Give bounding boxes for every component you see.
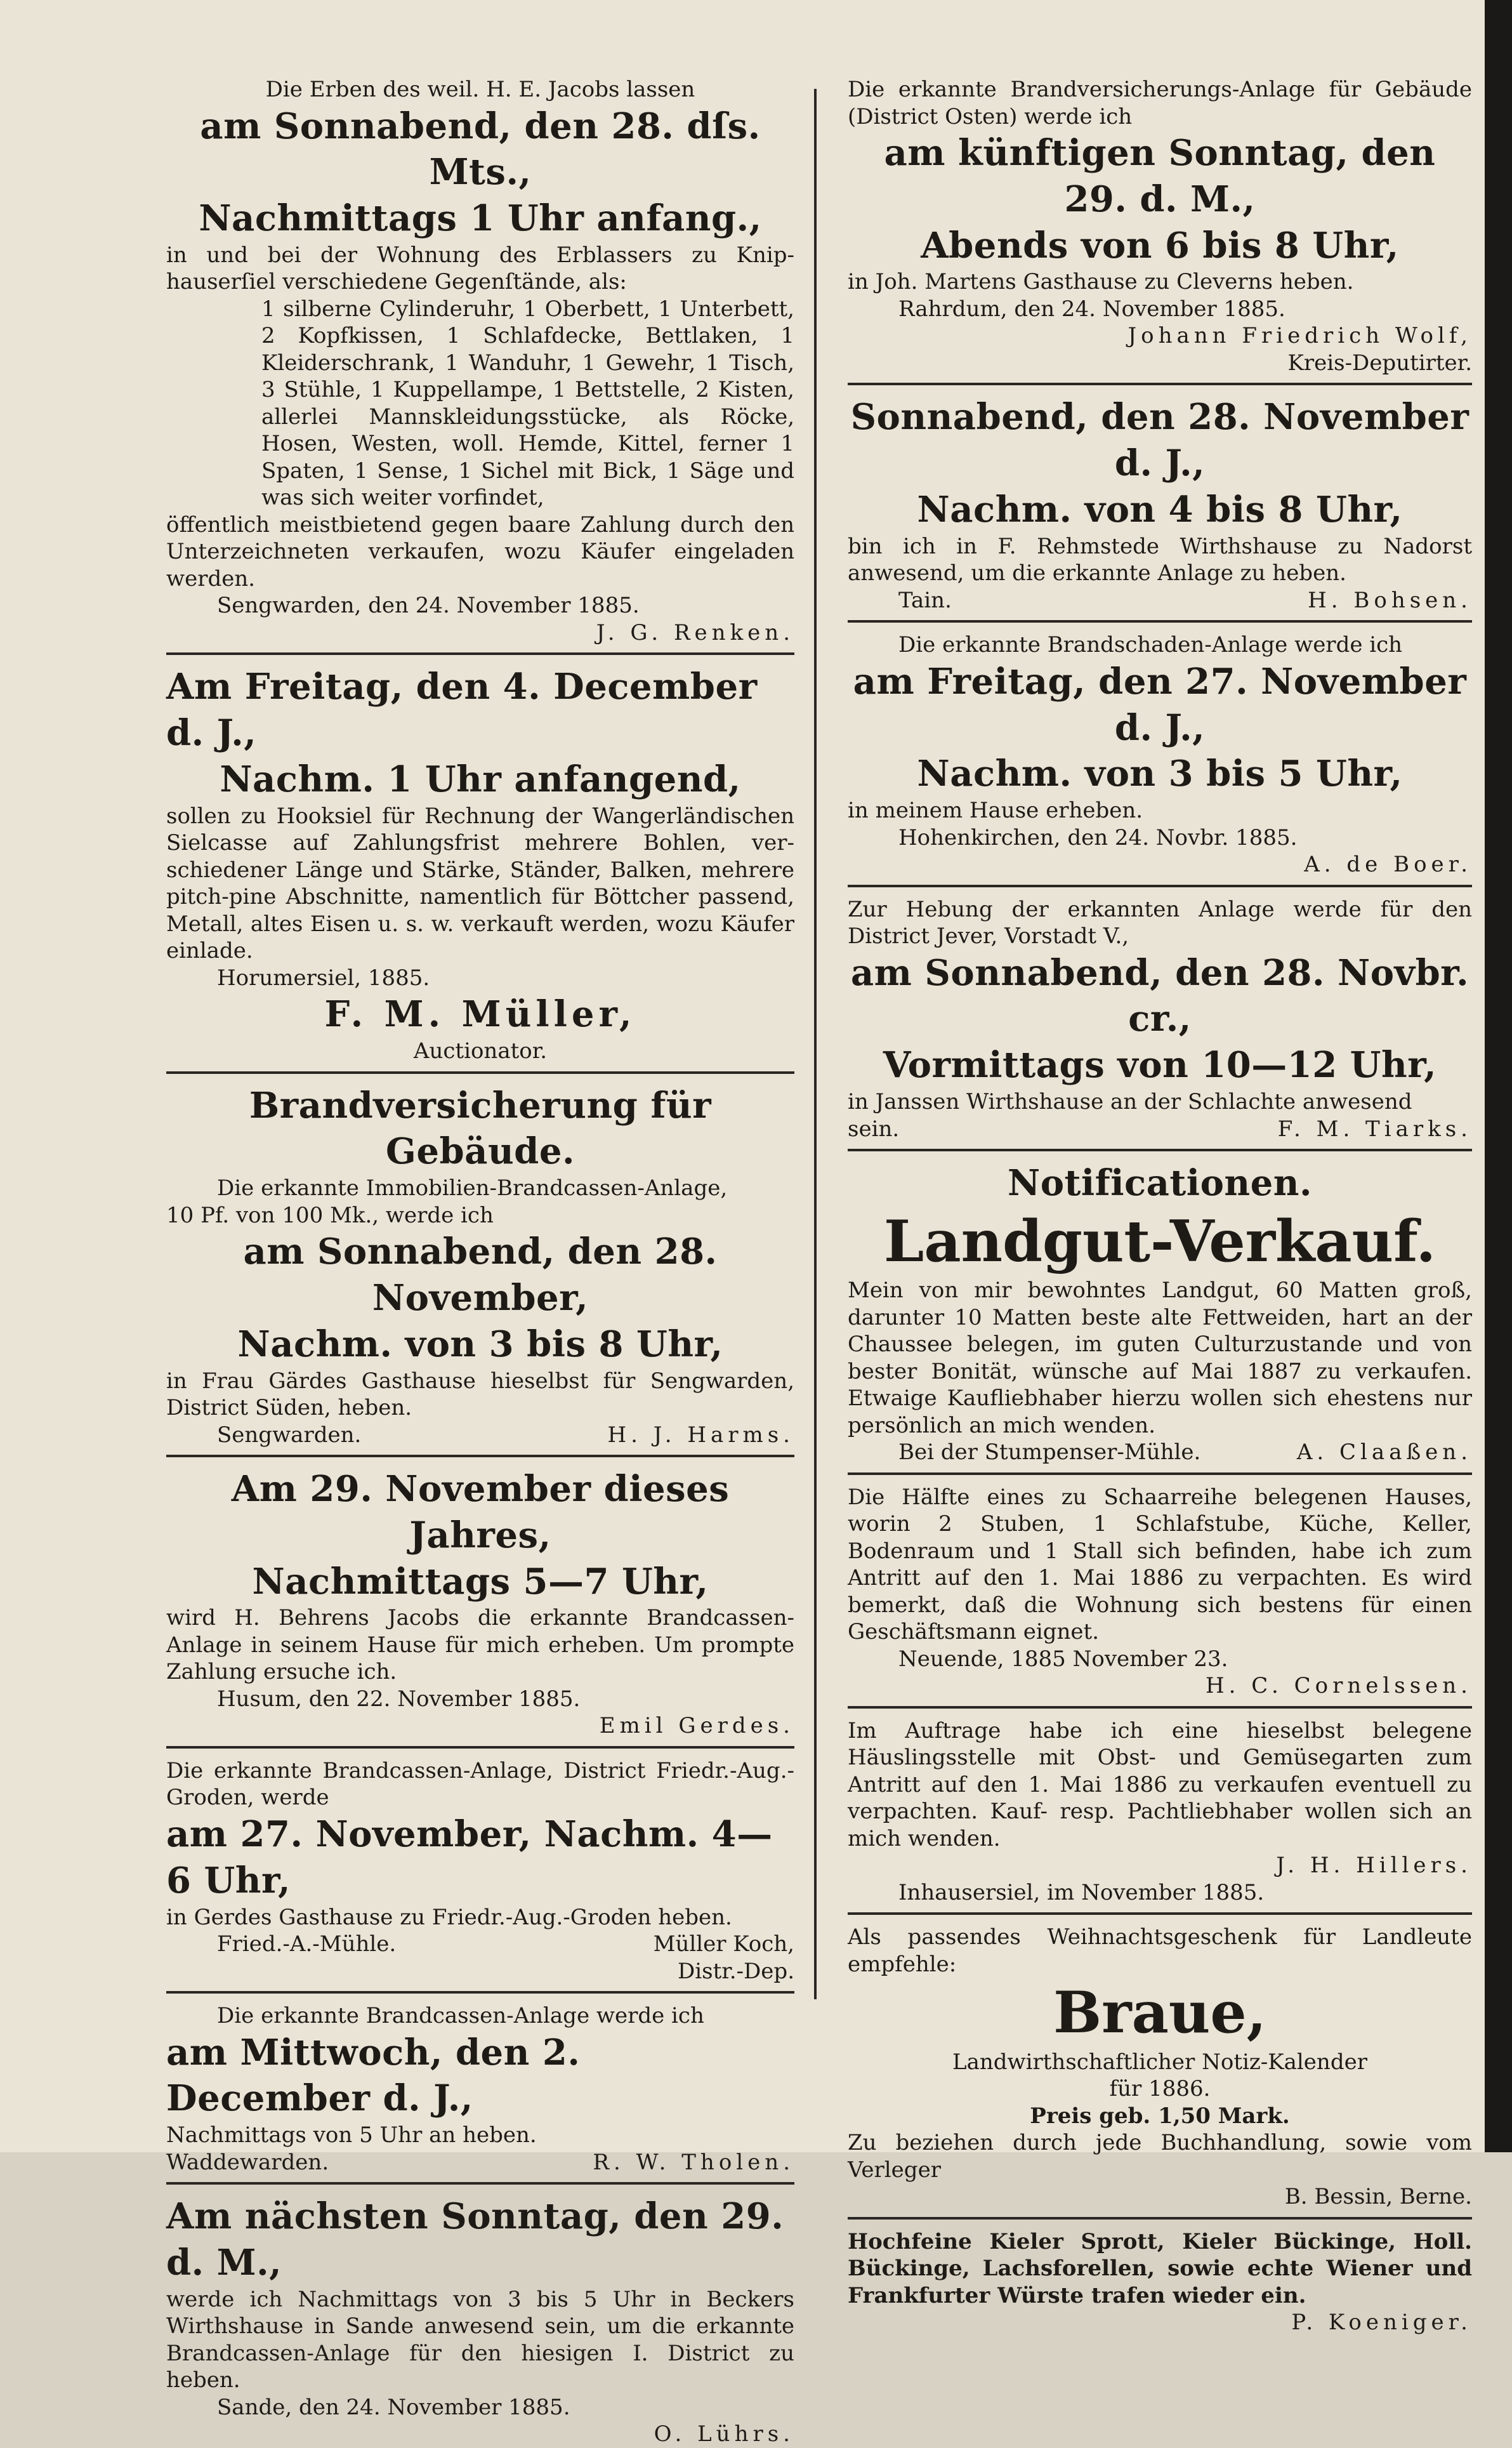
ad-signature: Emil Gerdes.	[599, 1713, 794, 1739]
ad-koeniger-fish	[848, 2228, 1472, 2336]
ad-line: Die erkannte Brandschaden-Anlage werde ich	[898, 632, 1403, 658]
divider	[848, 1149, 1472, 1151]
divider	[166, 1991, 794, 1994]
ad-place: Sengwarden.	[217, 1422, 362, 1448]
ad-line: Nachmittags von 5 Uhr an heben.	[166, 2122, 537, 2148]
ad-signature: B. Bessin, Berne.	[1284, 2184, 1472, 2210]
ad-signature: J. G. Renken.	[596, 619, 794, 645]
ad-footer	[166, 1931, 794, 1958]
ad-body: werde ich Nachmittags von 3 bis 5 Uhr in Beckers Wirthshause in Sande anwesend sein, um die erkannte Brandcassen-Anlage für den hiesigen I. District zu heben.	[166, 2286, 794, 2393]
ad-line: Die erkannte Brandcassen-Anlage, District Friedr.-Aug.-Groden, werde	[166, 1757, 794, 1811]
ad-signature: O. Lührs.	[654, 2421, 794, 2447]
ad-friedr-aug-groden	[166, 1757, 794, 1985]
ad-body: wird H. Behrens Jacobs die erkannte Brandcassen-Anlage in seinem Hause für mich erheben. Um prompte Zahlung ersuche ich.	[166, 1605, 794, 1685]
ad-footer	[848, 1116, 1472, 1143]
ad-body: öffentlich meistbietend gegen baare Zahlung durch den Unterzeichneten verkaufen, wozu Käufer eingeladen werden.	[166, 512, 794, 592]
ad-waddewarden	[166, 2002, 794, 2176]
ad-time: Nachmittags 1 Uhr anfang.,	[199, 197, 762, 240]
ad-title: Braue,	[1053, 1979, 1266, 2047]
ad-time: Vormittags von 10—12 Uhr,	[883, 1044, 1437, 1087]
ad-intro: Die Erben des weil. H. E. Jacobs lassen	[265, 77, 695, 102]
ad-signature: Müller Koch,	[653, 1931, 794, 1957]
ad-body: in Janssen Wirthshause an der Schlachte anwesend	[848, 1089, 1412, 1115]
ad-place: Horumersiel, 1885.	[217, 965, 430, 991]
ad-jever	[848, 896, 1472, 1142]
ad-signature: P. Koeniger.	[1291, 2310, 1472, 2336]
ad-price: Preis geb. 1,50 Mark.	[1030, 2103, 1290, 2129]
divider	[848, 620, 1472, 623]
ad-footer	[848, 1439, 1472, 1466]
divider	[166, 1071, 794, 1074]
ad-place: Sengwarden, den 24. November 1885.	[217, 593, 640, 619]
divider	[848, 1706, 1472, 1709]
scan-edge	[1485, 0, 1512, 2152]
column-rule	[814, 89, 817, 1999]
notifications-section	[848, 1160, 1472, 1466]
ad-body: sollen zu Hooksiel für Rechnung der Wangerländischen Sielcasse auf Zahlungsfrist mehrere Bohlen, verschiedener Länge und Stärke, Ständer, Balken, mehrere pitch-pine Abschnitte, namentlich für Böttcher passend, Metall, altes Eisen u. s. w. verkauft werden, wozu Käufer einlade.	[166, 803, 794, 964]
ad-signature: H. J. Harms.	[607, 1422, 794, 1448]
divider	[166, 1746, 794, 1749]
ad-role: Distr.-Dep.	[677, 1958, 794, 1984]
ad-place: Neuende, 1885 November 23.	[898, 1646, 1228, 1672]
ad-date: am Sonnabend, den 28. November,	[243, 1231, 718, 1319]
ad-line: Die erkannte Brandcassen-Anlage werde ich	[217, 2003, 704, 2029]
ad-signature: Johann Friedrich Wolf,	[1127, 323, 1472, 349]
ad-date: Sonnabend, den 28. November d. J.,	[850, 396, 1469, 485]
ad-hohenkirchen	[848, 632, 1472, 878]
ad-place: Husum, den 22. November 1885.	[217, 1686, 581, 1712]
ad-time: Nachm. von 3 bis 8 Uhr,	[237, 1323, 723, 1365]
ad-place: Bei der Stumpenser-Mühle.	[898, 1439, 1201, 1465]
ad-signature: F. M. Müller,	[324, 993, 636, 1036]
ad-line: Die erkannte Immobilien-Brandcassen-Anlage,	[217, 1175, 728, 1201]
ad-place: Inhausersiel, im November 1885.	[898, 1879, 1265, 1905]
ad-nadorst	[848, 394, 1472, 614]
ad-role: Auctionator.	[413, 1038, 548, 1064]
divider	[166, 2182, 794, 2185]
ad-place: Fried.-A.-Mühle.	[217, 1931, 397, 1957]
ad-time: Nachm. 1 Uhr anfangend,	[220, 758, 741, 800]
ad-inhausersiel	[848, 1717, 1472, 1907]
divider	[166, 1455, 794, 1457]
ad-place: Waddewarden.	[166, 2149, 329, 2175]
ad-body: bin ich in F. Rehmstede Wirthshause zu Nadorst anwesend, um die erkannte Anlage zu heben.	[848, 533, 1472, 586]
ad-date: am Freitag, den 27. November d. J.,	[853, 660, 1467, 749]
ad-signature: R. W. Tholen.	[593, 2149, 794, 2175]
ad-line: für 1886.	[1109, 2076, 1211, 2102]
left-column	[166, 76, 794, 2447]
divider	[848, 885, 1472, 887]
ad-footer	[848, 587, 1472, 614]
ad-body-end: sein.	[848, 1116, 900, 1142]
right-column	[848, 76, 1472, 2336]
ad-heading: Brandversicherung für Gebäude.	[249, 1084, 712, 1173]
ad-signature: A. de Boer.	[1304, 852, 1472, 878]
ad-date: am 27. November, Nachm. 4—6 Uhr,	[166, 1813, 773, 1902]
ad-body: in Gerdes Gasthause zu Friedr.-Aug.-Groden heben.	[166, 1904, 732, 1930]
ad-time: Nachm. von 3 bis 5 Uhr,	[917, 753, 1403, 795]
ad-items: 1 silberne Cylinderuhr, 1 Oberbett, 1 Unterbett, 2 Kopfkissen, 1 Schlafdecke, Bettlaken, 1 Kleiderschrank, 1 Wanduhr, 1 Gewehr, 1 Tisch, 3 Stühle, 1 Kuppellampe, 1 Bettstelle, 2 Kisten, allerlei Mannskleidungsstücke, als Röcke, Hosen, Westen, woll. Hemde, Kittel, ferner 1 Spaten, 1 Sense, 1 Sichel mit Bick, 1 Säge und was sich weiter vorfindet,	[261, 296, 794, 511]
ad-date: am Sonnabend, den 28. Novbr. cr.,	[850, 951, 1469, 1040]
ad-place: Hohenkirchen, den 24. Novbr. 1885.	[898, 824, 1298, 850]
ad-date: Am nächsten Sonntag, den 29. d. M.,	[166, 2195, 784, 2284]
ad-time: Abends von 6 bis 8 Uhr,	[921, 224, 1399, 267]
section-heading: Notificationen.	[1008, 1162, 1312, 1205]
ad-body: Im Auftrage habe ich eine hieselbst belegene Häuslingsstelle mit Obst- und Gemüsegarten zum Antritt auf den 1. Mai 1886 zu verkaufen eventuell zu verpachten. Kauf- resp. Pachtliebhaber wollen sich an mich wenden.	[848, 1717, 1472, 1851]
ad-signature: J. H. Hillers.	[1276, 1853, 1472, 1879]
ad-signature: A. Claaßen.	[1296, 1439, 1472, 1465]
ad-place: Tain.	[898, 587, 952, 613]
ad-signature: H. C. Cornelssen.	[1205, 1673, 1472, 1699]
ad-date: am Mittwoch, den 2. December d. J.,	[166, 2031, 581, 2120]
divider	[848, 383, 1472, 385]
ad-hooksiel-sale	[166, 664, 794, 1064]
ad-jacobs-auction	[166, 76, 794, 646]
ad-time: Nachm. von 4 bis 8 Uhr,	[917, 488, 1403, 531]
ad-date: am künftigen Sonntag, den 29. d. M.,	[884, 132, 1436, 220]
divider	[848, 1912, 1472, 1915]
ad-role: Kreis-Deputirter.	[1287, 350, 1472, 376]
ad-husum	[166, 1466, 794, 1740]
ad-place: Sande, den 24. November 1885.	[217, 2394, 570, 2420]
ad-date: Am 29. November dieses Jahres,	[231, 1468, 730, 1556]
ad-title: Landgut-Verkauf.	[884, 1207, 1436, 1275]
divider	[166, 652, 794, 655]
ad-signature: H. Bohsen.	[1308, 587, 1472, 613]
ad-braue-calendar	[848, 1924, 1472, 2211]
ad-footer	[166, 1422, 794, 1449]
ad-cleverns	[848, 76, 1472, 376]
ad-body: in meinem Hause erheben.	[848, 798, 1143, 824]
ad-schaarreihe	[848, 1484, 1472, 1700]
ad-signature: F. M. Tiarks.	[1277, 1116, 1472, 1142]
ad-date: am Sonnabend, den 28. dſs. Mts.,	[200, 105, 761, 194]
ad-line: Landwirthschaftlicher Notiz-Kalender	[952, 2049, 1367, 2075]
ad-line: Zur Hebung der erkannten Anlage werde für den District Jever, Vorstadt V.,	[848, 896, 1472, 949]
divider	[848, 2217, 1472, 2220]
ad-date: Am Freitag, den 4. December d. J.,	[166, 666, 758, 755]
ad-time: Nachmittags 5—7 Uhr,	[252, 1560, 709, 1603]
ad-place: Rahrdum, den 24. November 1885.	[898, 296, 1285, 322]
ad-sande	[166, 2193, 794, 2448]
ad-body: in Frau Gärdes Gasthause hieselbst für Sengwarden, District Süden, heben.	[166, 1368, 794, 1421]
ad-line: 10 Pf. von 100 Mk., werde ich	[166, 1202, 494, 1228]
ad-body: Die Hälfte eines zu Schaarreihe belegenen Hauses, worin 2 Stuben, 1 Schlafstube, Küche, Keller, Bodenraum und 1 Stall sich befinden, habe ich zum Antritt auf den 1. Mai 1886 zu verpachten. Es wird bemerkt, daß die Wohnung sich bestens für einen Geschäftsmann eignet.	[848, 1484, 1472, 1645]
ad-body: in Joh. Martens Gasthause zu Cleverns heben.	[848, 269, 1354, 295]
ad-body: in und bei der Wohnung des Erblassers zu Kniphauserſiel verschiedene Gegenſtände, als:	[166, 242, 794, 295]
ad-body: Zu beziehen durch jede Buchhandlung, sowie vom Verleger	[848, 2130, 1472, 2183]
ad-body: Mein von mir bewohntes Landgut, 60 Matten groß, darunter 10 Matten beste alte Fettweiden, hart an der Chaussee belegen, im guten Culturzustande und von bester Bonität, wünsche auf Mai 1887 zu verkaufen. Etwaige Kaufliebhaber hierzu wollen sich ehestens nur persönlich an mich wenden.	[848, 1278, 1472, 1438]
divider	[848, 1472, 1472, 1475]
ad-footer	[166, 2149, 794, 2176]
ad-line: Die erkannte Brandversicherungs-Anlage für Gebäude (District Osten) werde ich	[848, 77, 1472, 129]
ad-line: Als passendes Weihnachtsgeschenk für Landleute empfehle:	[848, 1924, 1472, 1977]
ad-brandversicherung	[166, 1083, 794, 1448]
ad-body: Hochfeine Kieler Sprott, Kieler Bückinge, Holl. Bückinge, Lachsforellen, sowie echte Wiener und Frankfurter Würste trafen wieder ein.	[848, 2228, 1472, 2308]
